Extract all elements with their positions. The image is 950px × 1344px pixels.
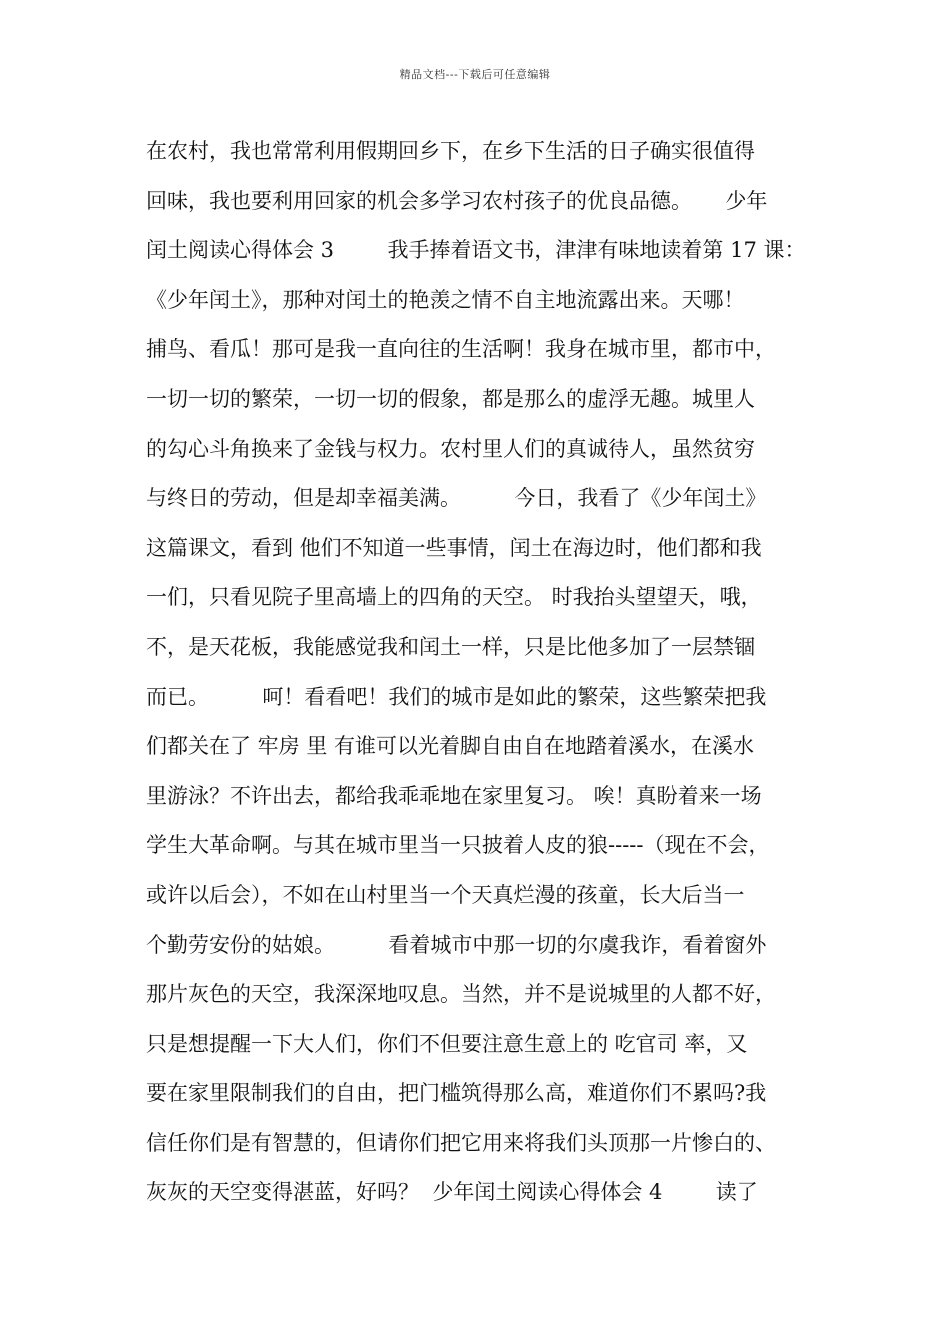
text-line: 要在家里限制我们的自由，把门槛筑得那么高，难道你们不累吗?我 [146, 1081, 767, 1106]
text-line: 回味，我也要利用回家的机会多学习农村孩子的优良品德。 少年 [146, 188, 768, 213]
page-header: 精品文档---下载后可任意编辑 [399, 68, 551, 81]
text-line: 与终日的劳动，但是却幸福美满。 今日，我看了《少年闰土》 [146, 486, 767, 511]
text-line: 学生大革命啊。与其在城市里当一只披着人皮的狼-----（现在不会， [146, 833, 770, 858]
text-line: 而已。 呵！看看吧！我们的城市是如此的繁荣，这些繁荣把我 [146, 684, 767, 709]
text-line: 或许以后会），不如在山村里当一个天真烂漫的孩童，长大后当一 [146, 882, 745, 907]
text-line: 只是想提醒一下大人们，你们不但要注意生意上的 吃官司 率，又 [146, 1031, 748, 1056]
text-line: 在农村，我也常常利用假期回乡下，在乡下生活的日子确实很值得 [146, 139, 755, 163]
document-body [146, 133, 836, 1224]
text-line: 这篇课文，看到 他们不知道一些事情，闰土在海边时，他们都和我 [146, 535, 762, 560]
text-line: 的勾心斗角换来了金钱与权力。农村里人们的真诚待人，虽然贫穷 [146, 436, 755, 461]
text-line: 信任你们是有智慧的，但请你们把它用来将我们头顶那一片惨白的、 [146, 1130, 776, 1155]
text-line: 闰土阅读心得体会 3 我手捧着语文书，津津有味地读着第 17 课： [146, 238, 806, 263]
text-line: 那片灰色的天空，我深深地叹息。当然，并不是说城里的人都不好， [146, 982, 776, 1007]
text-line: 不，是天花板，我能感觉我和闰土一样，只是比他多加了一层禁锢 [146, 634, 755, 659]
text-line: 灰灰的天空变得湛蓝，好吗？ 少年闰土阅读心得体会 4 读了 [146, 1180, 758, 1205]
text-line: 个勤劳安份的姑娘。 看着城市中那一切的尔虞我诈，看着窗外 [146, 932, 767, 957]
text-line: 们都关在了 牢房 里 有谁可以光着脚自由自在地踏着溪水，在溪水 [146, 734, 755, 759]
text-line: 《少年闰土》，那种对闰土的艳羡之情不自主地流露出来。天哪！ [146, 287, 745, 312]
text-line: 一们，只看见院子里高墙上的四角的天空。 时我抬头望望天，哦， [146, 585, 762, 610]
text-line: 里游泳？不许出去，都给我乖乖地在家里复习。 唉！真盼着来一场 [146, 783, 762, 808]
text-line: 捕鸟、看瓜！那可是我一直向往的生活啊！我身在城市里，都市中， [146, 337, 776, 362]
text-line: 一切一切的繁荣，一切一切的假象，都是那么的虚浮无趣。城里人 [146, 386, 755, 411]
